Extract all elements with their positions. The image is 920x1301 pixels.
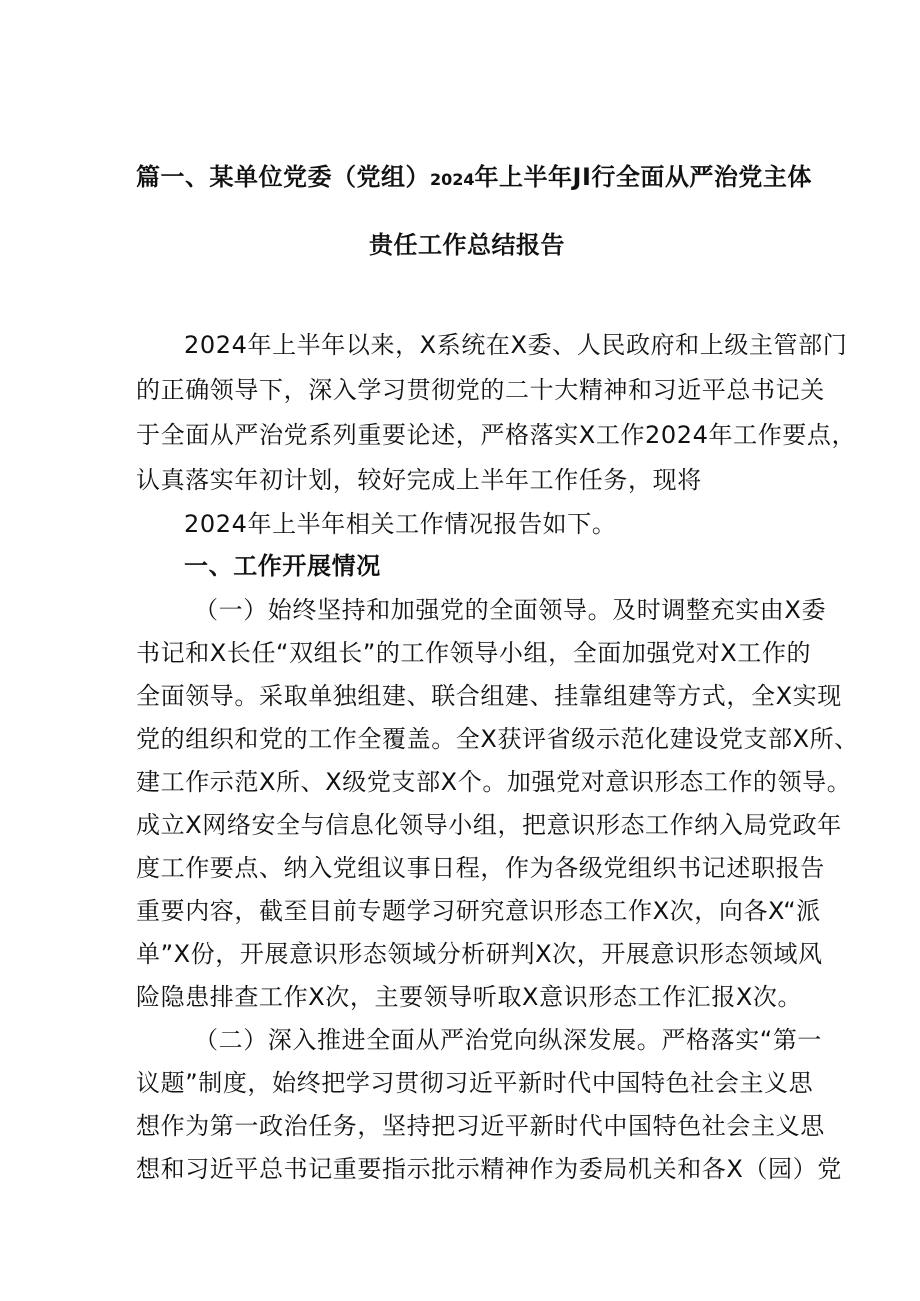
body-line: （一）始终坚持和加强党的全面领导。及时调整充实由X委 bbox=[194, 596, 827, 624]
body-line: 议题”制度，始终把学习贯彻习近平新时代中国特色社会主义思 bbox=[136, 1069, 814, 1097]
document-title-line-1 bbox=[136, 162, 812, 195]
title-year: 2024 bbox=[430, 170, 475, 189]
body-line: 度工作要点、纳入党组议事日程，作为各级党组织书记述职报告 bbox=[136, 854, 825, 882]
body-line: 的正确领导下，深入学习贯彻党的二十大精神和习近平总书记关 bbox=[136, 376, 825, 404]
body-line: 书记和X长任“双组长”的工作领导小组，全面加强党对X工作的 bbox=[136, 639, 812, 667]
body-line: 认真落实年初计划，较好完成上半年工作任务，现将 bbox=[136, 466, 702, 494]
document-title-line-2: 贵任工作总结报告 bbox=[369, 231, 565, 259]
body-line: 单”X份，开展意识形态领域分析研判X次，开展意识形态领域风 bbox=[136, 940, 823, 968]
title-prefix: 篇一、某单位党委（党组） bbox=[136, 163, 430, 191]
title-suffix: 年上半年JI行全面从严治党主体 bbox=[474, 163, 812, 191]
body-line: 想和习近平总书记重要指示批示精神作为委局机关和各X（园）党 bbox=[136, 1155, 842, 1183]
body-line: 2024年上半年相关工作情况报告如下。 bbox=[184, 510, 617, 538]
body-line: 想作为第一政治任务，坚持把习近平新时代中国特色社会主义思 bbox=[136, 1112, 825, 1140]
body-line: 2024年上半年以来，X系统在X委、人民政府和上级主管部门 bbox=[184, 331, 848, 359]
body-line: 建工作示范X所、X级党支部X个。加强党对意识形态工作的领导。 bbox=[136, 768, 852, 796]
body-line: 重要内容，截至目前专题学习研究意识形态工作X次，向各X“派 bbox=[136, 897, 821, 925]
body-line: 成立X网络安全与信息化领导小组，把意识形态工作纳入局党政年 bbox=[136, 811, 842, 839]
section-heading: 一、工作开展情况 bbox=[184, 552, 381, 580]
body-line: 险隐患排查工作X次，主要领导听取X意识形态工作汇报X次。 bbox=[136, 983, 803, 1011]
body-line: 党的组织和党的工作全覆盖。全X获评省级示范化建设党支部X所、 bbox=[136, 725, 859, 753]
body-line: （二）深入推进全面从严治党向纵深发展。严格落实“第一 bbox=[194, 1026, 823, 1054]
body-line: 全面领导。采取单独组建、联合组建、挂靠组建等方式，全X实现 bbox=[136, 682, 842, 710]
body-line: 于全面从严治党系列重要论述，严格落实X工作2024年工作要点， bbox=[136, 421, 857, 449]
